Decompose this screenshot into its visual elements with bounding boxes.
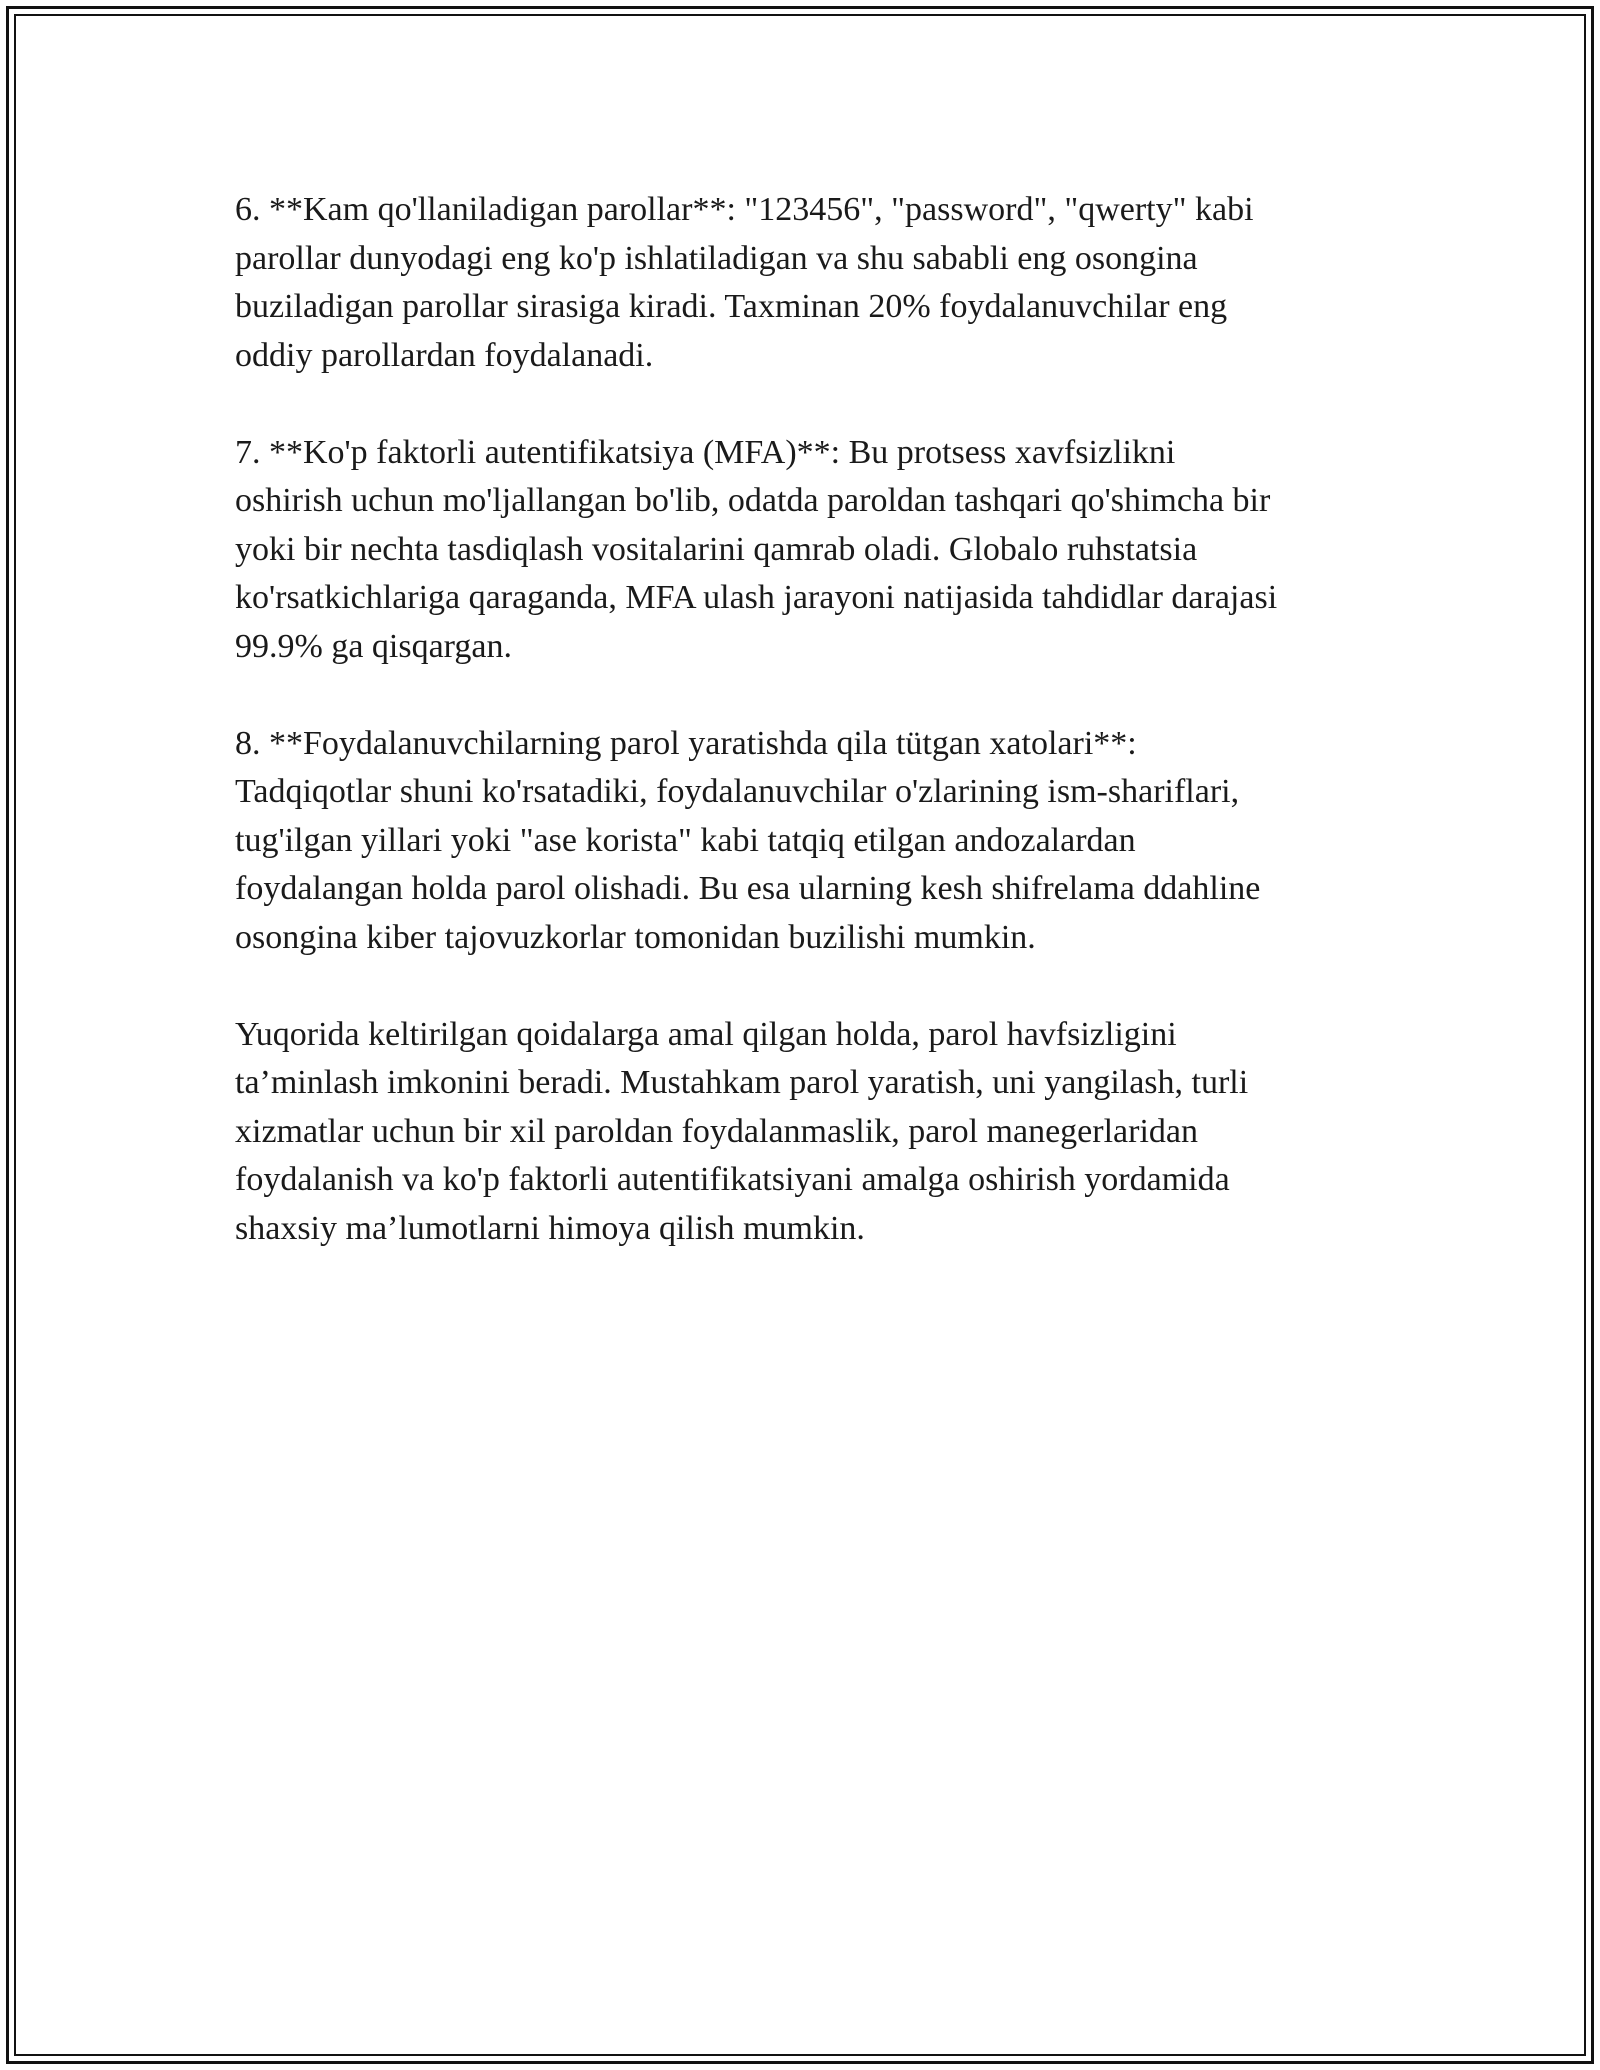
paragraph-common-passwords: 6. **Kam qo'llaniladigan parollar**: "123456", "password", "qwerty" kabi parollar dunyodagi eng ko'p ishlatiladigan va shu sababli eng osongina buziladigan parollar sirasiga kiradi. Taxminan 20% foydalanuvchilar eng oddiy parollardan foydalanadi. <box>235 191 1254 374</box>
paragraph-user-mistakes: 8. **Foydalanuvchilarning parol yaratishda qila tütgan xatolari**: Tadqiqotlar shuni ko'rsatadiki, foydalanuvchilar o'zlarining ism-shariflari, tug'ilgan yillari yoki "ase korista" kabi tatqiq etilgan andozalardan foydalangan holda parol olishadi. Bu esa ularning kesh shifrelama ddahline osongina kiber tajovuzkorlar tomonidan buzilishi mumkin. <box>235 724 1261 956</box>
paragraph-conclusion: Yuqorida keltirilgan qoidalarga amal qilgan holda, parol havfsizligini ta’minlash imkonini beradi. Mustahkam parol yaratish, uni yangilash, turli xizmatlar uchun bir xil paroldan foydalanmaslik, parol manegerlaridan foydalanish va ko'p faktorli autentifikatsiyani amalga oshirish yordamida shaxsiy ma’lumotlarni himoya qilish mumkin. <box>235 1015 1249 1247</box>
document-body <box>235 186 1375 1302</box>
paragraph-mfa: 7. **Ko'p faktorli autentifikatsiya (MFA)**: Bu protsess xavfsizlikni oshirish uchun mo'ljallangan bo'lib, odatda paroldan tashqari qo'shimcha bir yoki bir nechta tasdiqlash vositalarini qamrab oladi. Globalo ruhstatsia ko'rsatkichlariga qaraganda, MFA ulash jarayoni natijasida tahdidlar darajasi 99.9% ga qisqargan. <box>235 433 1278 665</box>
